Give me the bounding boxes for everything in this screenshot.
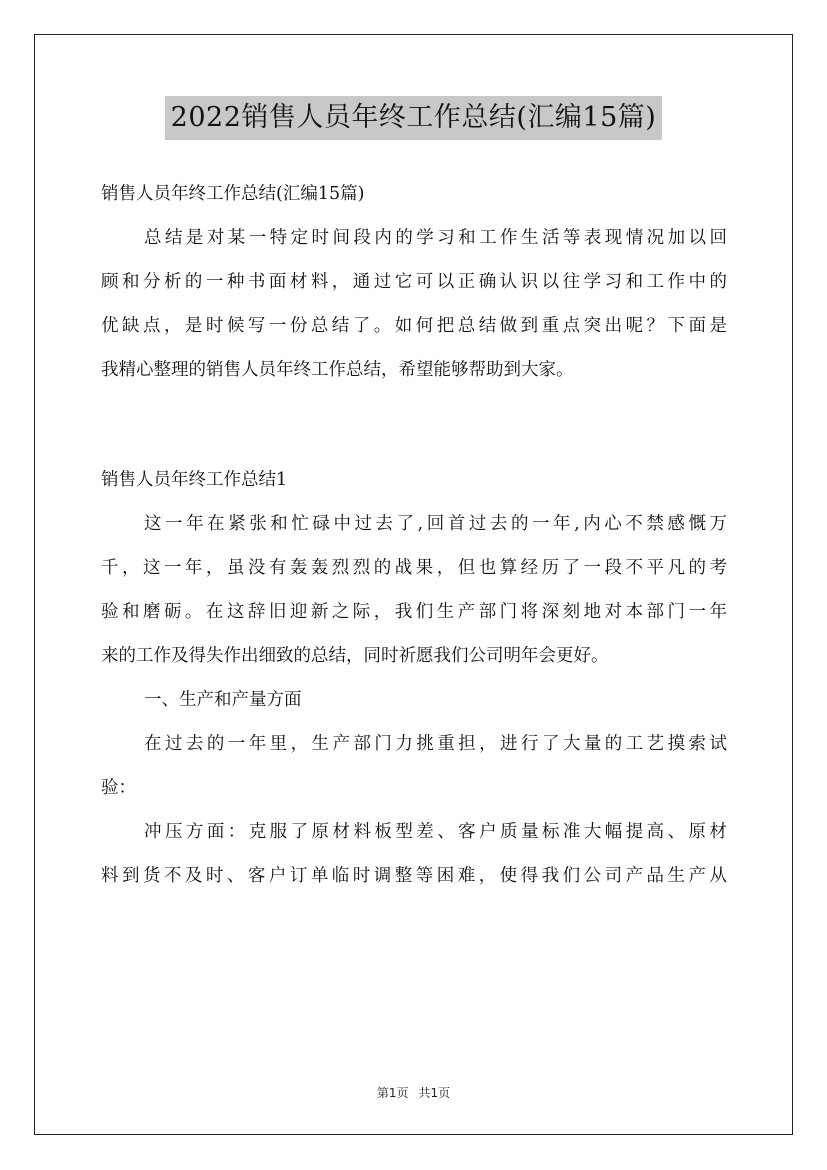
paragraph-line: 这一年在紧张和忙碌中过去了,回首过去的一年,内心不禁感慨万 [144,514,727,534]
intro-line: 总结是对某一特定时间段内的学习和工作生活等表现情况加以回 [144,228,727,248]
page-number: 第1页 [376,1086,409,1100]
paragraph-line: 在过去的一年里，生产部门力挑重担，进行了大量的工艺摸索试 [144,734,727,754]
paragraph-line: 千，这一年，虽没有轰轰烈烈的战果，但也算经历了一段不平凡的考 [101,558,727,578]
page-total: 共1页 [418,1086,451,1100]
paragraph-gap [101,392,727,458]
page-footer [0,1084,827,1102]
document-body [101,172,727,898]
paragraph-line: 料到货不及时、客户订单临时调整等困难，使得我们公司产品生产从 [101,866,727,886]
document-subtitle: 销售人员年终工作总结(汇编15篇) [101,184,365,204]
subheading: 一、生产和产量方面 [144,690,302,710]
paragraph-line: 验： [101,778,136,798]
intro-line: 顾和分析的一种书面材料，通过它可以正确认识以往学习和工作中的 [101,272,727,292]
intro-line: 优缺点，是时候写一份总结了。如何把总结做到重点突出呢？下面是 [101,316,727,336]
paragraph-line: 冲压方面：克服了原材料板型差、客户质量标准大幅提高、原材 [144,822,727,842]
document-title: 2022销售人员年终工作总结(汇编15篇) [165,96,663,140]
section-heading: 销售人员年终工作总结1 [101,470,288,490]
paragraph-line: 验和磨砺。在这辞旧迎新之际，我们生产部门将深刻地对本部门一年 [101,602,727,622]
intro-line: 我精心整理的销售人员年终工作总结，希望能够帮助到大家。 [101,360,574,380]
paragraph-line: 来的工作及得失作出细致的总结，同时祈愿我们公司明年会更好。 [101,646,609,666]
title-container [0,96,827,140]
